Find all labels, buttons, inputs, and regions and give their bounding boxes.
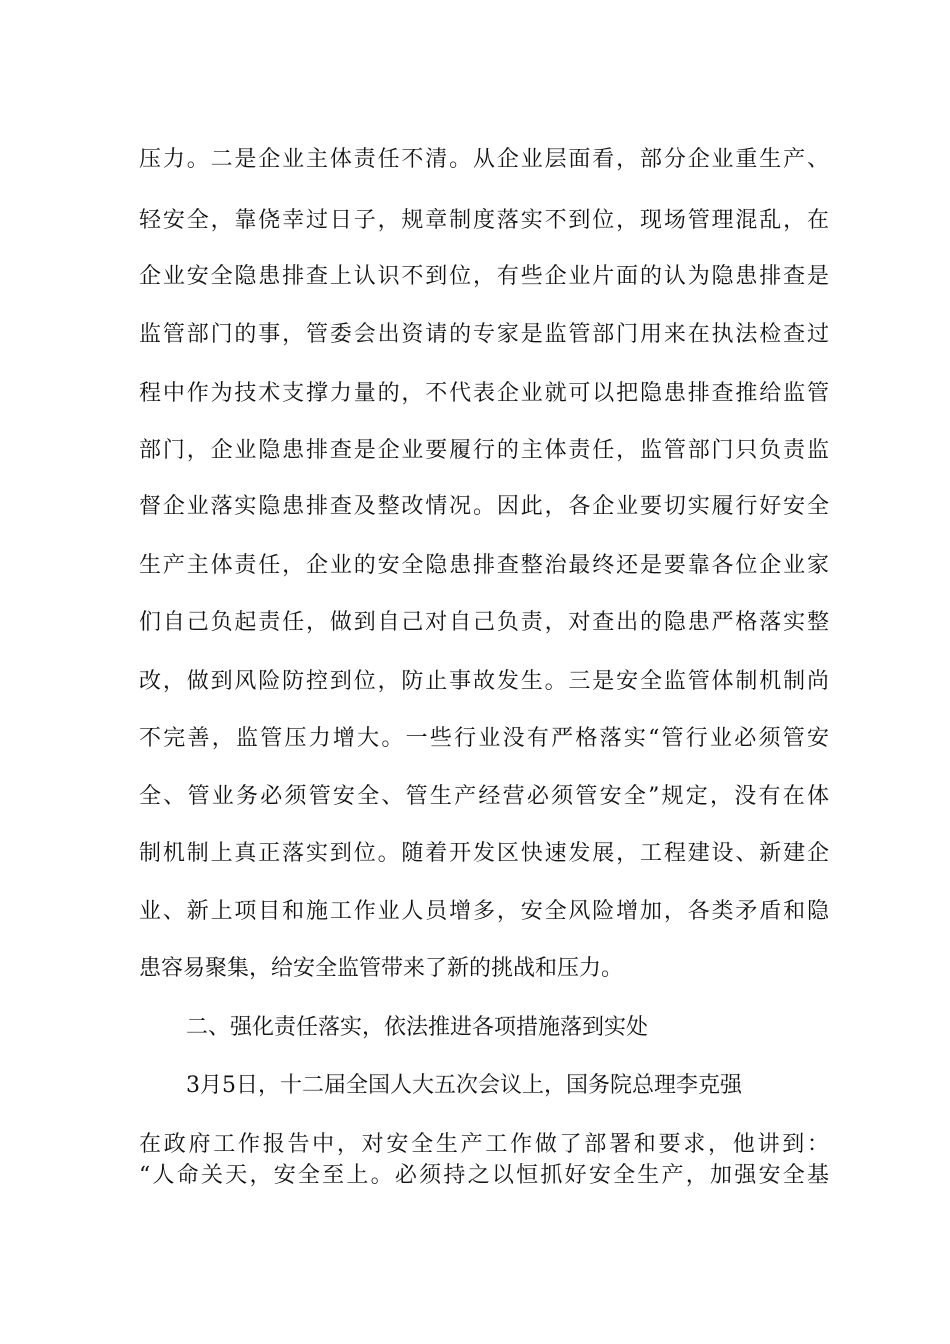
body-text-line: 生产主体责任，企业的安全隐患排查整治最终还是要靠各位企业家 — [139, 553, 829, 578]
body-text-line: 全、管业务必须管安全、管生产经营必须管安全”规定，没有在体 — [139, 784, 829, 809]
body-text-line: 们自己负起责任，做到自己对自己负责，对查出的隐患严格落实整 — [139, 610, 829, 635]
paragraph-first-line: 3月5日，十二届全国人大五次会议上，国务院总理李克强 — [186, 1073, 742, 1098]
body-text-line: 程中作为技术支撑力量的，不代表企业就可以把隐患排查推给监管 — [139, 381, 829, 406]
body-text-line-last: 患容易聚集，给安全监管带来了新的挑战和压力。 — [139, 956, 624, 981]
body-text-line: 监管部门的事，管委会出资请的专家是监管部门用来在执法检查过 — [139, 322, 829, 347]
body-text-line: 制机制上真正落实到位。随着开发区快速发展，工程建设、新建企 — [139, 841, 829, 866]
body-text-line: 督企业落实隐患排查及整改情况。因此，各企业要切实履行好安全 — [139, 494, 829, 519]
body-text-line: 不完善，监管压力增大。一些行业没有严格落实“管行业必须管安 — [139, 726, 829, 751]
body-text-line: 改，做到风险防控到位，防止事故发生。三是安全监管体制机制尚 — [139, 669, 829, 694]
body-text-line: 在政府工作报告中，对安全生产工作做了部署和要求，他讲到： — [139, 1132, 829, 1157]
body-text-line: “人命关天，安全至上。必须持之以恒抓好安全生产，加强安全基 — [139, 1163, 829, 1188]
body-text-line: 轻安全，靠侥幸过日子，规章制度落实不到位，现场管理混乱，在 — [139, 208, 829, 233]
body-text-line: 部门，企业隐患排查是企业要履行的主体责任，监管部门只负责监 — [139, 438, 829, 463]
body-text-line: 压力。二是企业主体责任不清。从企业层面看，部分企业重生产、 — [139, 147, 829, 172]
section-heading: 二、强化责任落实，依法推进各项措施落到实处 — [186, 1015, 649, 1040]
body-text-line: 业、新上项目和施工作业人员增多，安全风险增加，各类矛盾和隐 — [139, 899, 829, 924]
body-text-line: 企业安全隐患排查上认识不到位，有些企业片面的认为隐患排查是 — [139, 264, 829, 289]
